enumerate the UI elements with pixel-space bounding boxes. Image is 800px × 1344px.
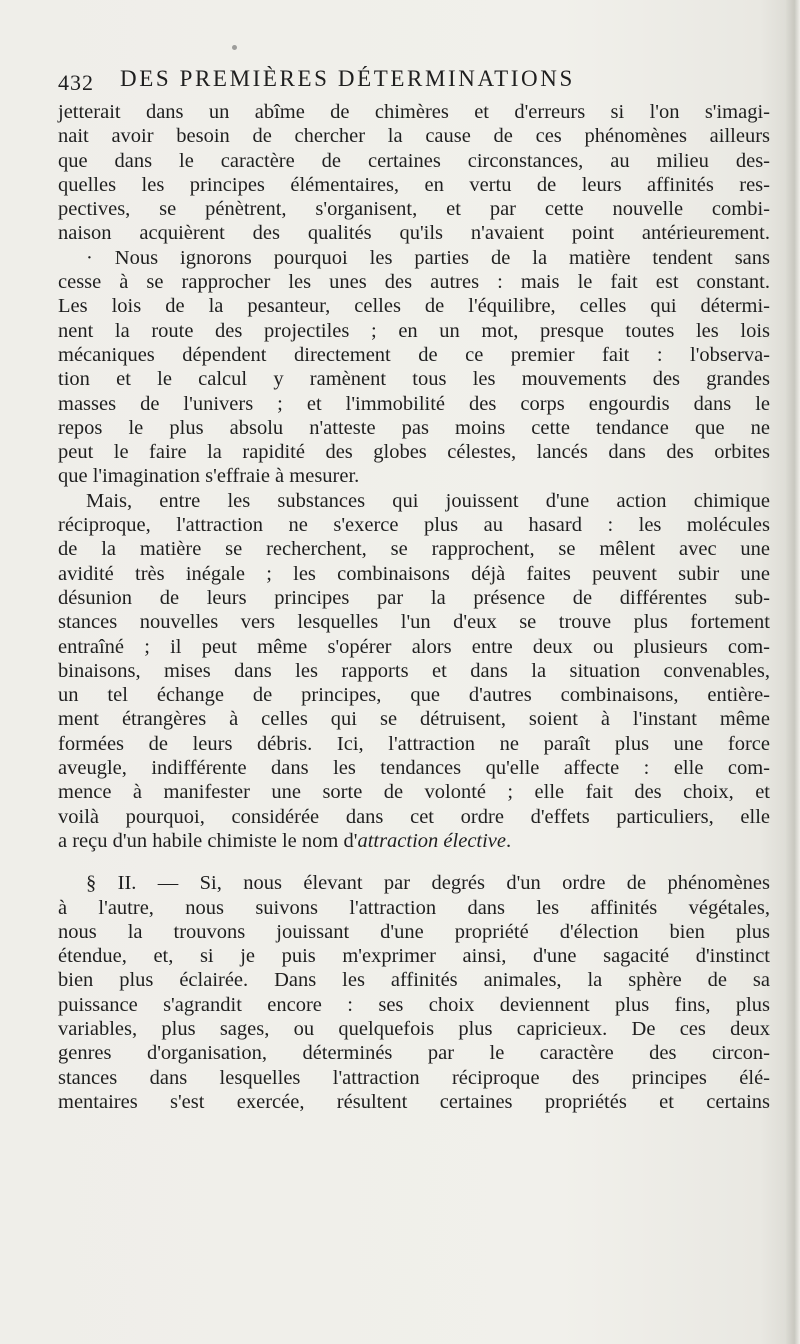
text-line: Mais, entre les substances qui jouissent d'une action chimique <box>86 489 770 512</box>
text-line: que l'imagination s'effraie à mesurer. <box>58 465 360 488</box>
text-line: réciproque, l'attraction ne s'exerce plus au hasard : les molécules <box>58 514 770 537</box>
text-line: bien plus éclairée. Dans les affinités animales, la sphère de sa <box>58 969 770 992</box>
text-line: repos le plus absolu n'atteste pas moins cette tendance que ne <box>58 416 770 439</box>
text-line: pectives, se pénètrent, s'organisent, et par cette nouvelle combi- <box>58 198 770 221</box>
text-line: binaisons, mises dans les rapports et dans la situation convenables, <box>58 659 770 682</box>
paragraph-2 <box>58 246 770 489</box>
text-line: étendue, et, si je puis m'exprimer ainsi, d'une sagacité d'instinct <box>58 945 770 968</box>
text-line: cesse à se rapprocher les unes des autres : mais le fait est constant. <box>58 271 770 294</box>
text-line: naison acquièrent des qualités qu'ils n'avaient point antérieurement. <box>58 222 770 245</box>
text-line: Les lois de la pesanteur, celles de l'équilibre, celles qui détermi- <box>58 295 770 318</box>
text-line: variables, plus sages, ou quelquefois plus capricieux. De ces deux <box>58 1017 770 1040</box>
text-line: un tel échange de principes, que d'autres combinaisons, entière- <box>58 684 770 707</box>
text-line: formées de leurs débris. Ici, l'attraction ne paraît plus une force <box>58 732 770 755</box>
scan-speck <box>232 45 237 50</box>
text-line: quelles les principes élémentaires, en vertu de leurs affinités res- <box>58 173 770 196</box>
text-line: masses de l'univers ; et l'immobilité des corps engourdis dans le <box>58 392 770 415</box>
text-line: avidité très inégale ; les combinaisons déjà faites peuvent subir une <box>58 562 770 585</box>
text-line: · Nous ignorons pourquoi les parties de la matière tendent sans <box>86 246 770 269</box>
text-line: voilà pourquoi, considérée dans cet ordre d'effets particuliers, elle <box>58 805 770 828</box>
text-line: § II. — Si, nous élevant par degrés d'un ordre de phénomènes <box>86 872 770 895</box>
text-line: puissance s'agrandit encore : ses choix deviennent plus fins, plus <box>58 993 770 1016</box>
text-line: a reçu d'un habile chimiste le nom d'attraction élective. <box>58 829 512 852</box>
text-line: à l'autre, nous suivons l'attraction dans les affinités végétales, <box>58 896 770 919</box>
text-line: peut le faire la rapidité des globes célestes, lancés dans des orbites <box>58 441 770 464</box>
text-line: jetterait dans un abîme de chimères et d'erreurs si l'on s'imagi- <box>58 101 770 123</box>
text-line: nait avoir besoin de chercher la cause de ces phénomènes ailleurs <box>58 125 770 148</box>
running-title: DES PREMIÈRES DÉTERMINATIONS <box>120 66 575 91</box>
paragraph-4 <box>58 871 770 1114</box>
italic-term: attraction élective <box>357 829 507 852</box>
text-line: que dans le caractère de certaines circonstances, au milieu des- <box>58 149 770 172</box>
paragraph-1 <box>58 100 770 246</box>
text-line: mentaires s'est exercée, résultent certaines propriétés et certains <box>58 1090 770 1113</box>
page-gutter-shadow <box>786 0 800 1344</box>
text-line: ment étrangères à celles qui se détruisent, soient à l'instant même <box>58 708 770 731</box>
text-line: nent la route des projectiles ; en un mot, presque toutes les lois <box>58 319 770 342</box>
page-header <box>58 66 758 96</box>
text-line: stances dans lesquelles l'attraction réciproque des principes élé- <box>58 1066 770 1089</box>
text-line: entraîné ; il peut même s'opérer alors entre deux ou plusieurs com- <box>58 635 770 658</box>
text-line: désunion de leurs principes par la présence de différentes sub- <box>58 586 770 609</box>
text-line: aveugle, indifférente dans les tendances qu'elle affecte : elle com- <box>58 757 770 780</box>
text-line: genres d'organisation, déterminés par le caractère des circon- <box>58 1042 770 1065</box>
text-line: stances nouvelles vers lesquelles l'un d'eux se trouve plus fortement <box>58 611 770 634</box>
text-line: tion et le calcul y ramènent tous les mouvements des grandes <box>58 368 770 391</box>
page-number: 432 <box>58 70 94 95</box>
paragraph-3 <box>58 489 770 853</box>
page-body <box>58 100 770 1114</box>
text-line: nous la trouvons jouissant d'une propriété d'élection bien plus <box>58 920 770 943</box>
text-line: mence à manifester une sorte de volonté ; elle fait des choix, et <box>58 781 770 804</box>
text-line: de la matière se recherchent, se rapprochent, se mêlent avec une <box>58 538 770 561</box>
section-gap <box>58 853 770 871</box>
text-line: mécaniques dépendent directement de ce premier fait : l'observa- <box>58 343 770 366</box>
